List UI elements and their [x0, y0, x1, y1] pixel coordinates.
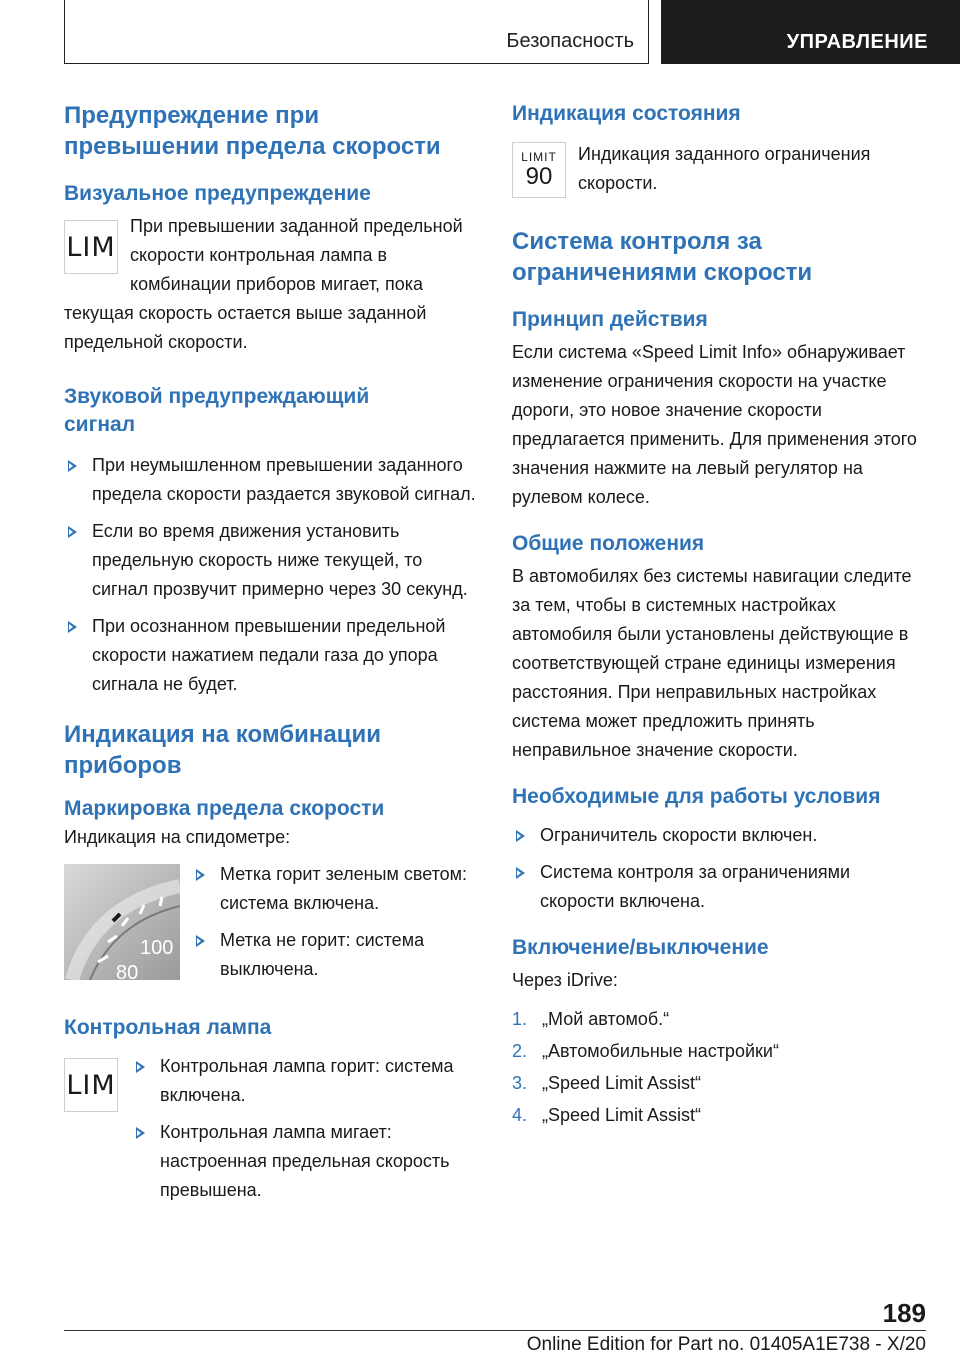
- lamp-block: [64, 1052, 480, 1205]
- heading-speed-marking: Маркировка предела скорости: [64, 797, 385, 820]
- heading-status-display: Индикация состояния: [512, 102, 741, 125]
- list-item: Система контроля за ограничениями скорости включена.: [512, 858, 926, 916]
- header-chapter-title: УПРАВЛЕНИЕ: [786, 31, 928, 53]
- gauge-label-80: 80: [116, 962, 139, 980]
- principle-text: Если система «Speed Limit Info» обнаруживает изменение ограничения скорости на участке дороги, это новое значение скорости предлагается применить. Для применения этого значения нажмите на левый регулятор на рулевом колесе.: [512, 342, 917, 507]
- heading-visual-warning: Визуальное предупреждение: [64, 182, 371, 205]
- heading-audio-warning: Звуковой предупреждающий сигнал: [64, 385, 370, 436]
- heading-on-off: Включение/выключение: [512, 936, 769, 959]
- marking-block: [64, 860, 480, 984]
- list-item: Метка не горит: система выключена.: [192, 926, 480, 984]
- right-column: [512, 100, 926, 1133]
- list-item: Контрольная лампа горит: система включена.: [132, 1052, 480, 1110]
- triangle-bullet-icon: [196, 869, 205, 881]
- triangle-bullet-icon: [68, 621, 77, 633]
- audio-warning-list: [64, 451, 480, 699]
- heading-conditions: Необходимые для работы условия: [512, 785, 881, 808]
- visual-warning-block: [64, 212, 480, 357]
- status-block: [512, 140, 926, 198]
- marking-intro-text: Индикация на спидометре:: [64, 827, 291, 847]
- header-section-title: Безопасность: [506, 30, 634, 52]
- list-item: Метка горит зеленым светом: система включена.: [192, 860, 480, 918]
- heading-speed-limit-system: Система контроля за ограничениями скорости: [512, 228, 813, 286]
- footer-divider: [64, 1330, 926, 1331]
- lim-lamp-icon: LIM: [64, 220, 118, 274]
- gauge-label-100: 100: [140, 937, 174, 959]
- general-text: В автомобилях без системы навигации следите за тем, чтобы в системных настройках автомобиля были установлены действующие в соответствующей стране единицы измерения расстояния. При неправильных настройках система может предложить принять неправильное значение скорости.: [512, 566, 912, 760]
- triangle-bullet-icon: [136, 1127, 145, 1139]
- list-item: 1. „Мой автомоб.“: [512, 1009, 670, 1029]
- triangle-bullet-icon: [196, 935, 205, 947]
- list-item: При неумышленном превышении заданного предела скорости раздается звуковой сигнал.: [64, 451, 480, 509]
- triangle-bullet-icon: [68, 526, 77, 538]
- list-item: 4. „Speed Limit Assist“: [512, 1105, 702, 1125]
- left-column: [64, 100, 480, 1213]
- list-item: Если во время движения установить предельную скорость ниже текущей, то сигнал прозвучит примерно через 30 секунд.: [64, 517, 480, 604]
- lamp-list: [132, 1052, 480, 1205]
- header-section-tab: [64, 0, 649, 64]
- header-chapter-tab: [661, 0, 960, 64]
- triangle-bullet-icon: [516, 867, 525, 879]
- page-number: 189: [882, 1298, 926, 1328]
- limit-90-icon: LIMIT 90: [512, 142, 566, 198]
- edition-note: Online Edition for Part no. 01405A1E738 - X/20: [526, 1334, 926, 1355]
- triangle-bullet-icon: [68, 460, 77, 472]
- list-item: 2. „Автомобильные настройки“: [512, 1041, 779, 1061]
- visual-warning-text: При превышении заданной предельной скорости контрольная лампа в комбинации приборов мигает, пока текущая скорость остается выше заданной предельной скорости.: [64, 216, 463, 352]
- status-text: Индикация заданного ограничения скорости.: [578, 144, 871, 193]
- list-item: Контрольная лампа мигает: настроенная предельная скорость превышена.: [132, 1118, 480, 1205]
- speedometer-image: [64, 864, 180, 980]
- list-item: При осознанном превышении предельной скорости нажатием педали газа до упора сигнала не будет.: [64, 612, 480, 699]
- on-off-intro-text: Через iDrive:: [512, 970, 618, 990]
- marking-list: [192, 860, 480, 984]
- heading-indicator-lamp: Контрольная лампа: [64, 1016, 272, 1039]
- triangle-bullet-icon: [516, 830, 525, 842]
- list-item: 3. „Speed Limit Assist“: [512, 1073, 702, 1093]
- heading-speed-warning: Предупреждение при превышении предела скорости: [64, 102, 441, 160]
- idrive-steps-list: [512, 1005, 926, 1130]
- conditions-list: [512, 821, 926, 916]
- list-item: Ограничитель скорости включен.: [512, 821, 926, 850]
- heading-general: Общие положения: [512, 532, 705, 555]
- lim-lamp-icon: LIM: [64, 1058, 118, 1112]
- heading-cluster-display: Индикация на комбинации приборов: [64, 721, 381, 779]
- triangle-bullet-icon: [136, 1061, 145, 1073]
- heading-principle: Принцип действия: [512, 308, 708, 331]
